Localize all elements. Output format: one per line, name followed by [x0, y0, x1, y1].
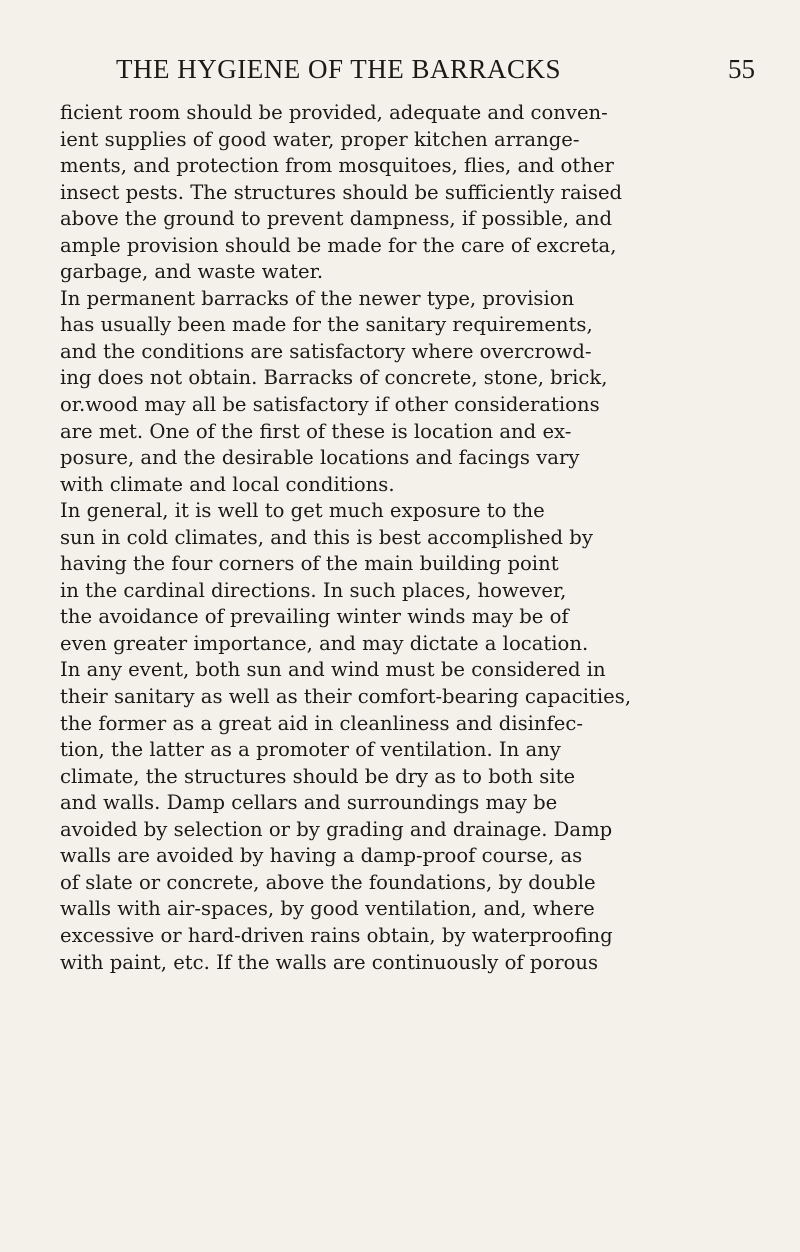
running-title: THE HYGIENE OF THE BARRACKS	[116, 54, 562, 84]
text-line: or.wood may all be satisfactory if other considerations	[60, 393, 600, 417]
text-line: climate, the structures should be dry as to both site	[60, 764, 576, 788]
text-line: are met. One of the first of these is location and ex-	[60, 419, 572, 443]
text-line: above the ground to prevent dampness, if possible, and	[60, 207, 613, 231]
text-line: with climate and local conditions.	[60, 472, 395, 496]
text-line: the avoidance of prevailing winter winds may be of	[60, 605, 569, 629]
text-line: walls are avoided by having a damp-proof course, as	[60, 844, 583, 868]
text-line: having the four corners of the main building point	[60, 552, 559, 576]
text-line: and the conditions are satisfactory where overcrowd-	[60, 339, 592, 363]
text-line: the former as a great aid in cleanliness and disinfec-	[60, 711, 583, 735]
text-line: ample provision should be made for the care of excreta,	[60, 233, 617, 257]
text-line: walls with air-spaces, by good ventilation, and, where	[60, 897, 595, 921]
text-line: sun in cold climates, and this is best accomplished by	[60, 525, 593, 549]
body-text	[60, 100, 740, 976]
text-line: insect pests. The structures should be sufficiently raised	[60, 180, 623, 204]
text-line: ments, and protection from mosquitoes, flies, and other	[60, 154, 614, 178]
text-line: In permanent barracks of the newer type, provision	[60, 286, 575, 310]
text-line: In general, it is well to get much exposure to the	[60, 499, 545, 523]
text-line: and walls. Damp cellars and surroundings may be	[60, 791, 558, 815]
page-number: 55	[728, 54, 755, 84]
text-line: ient supplies of good water, proper kitchen arrange-	[60, 127, 580, 151]
running-head	[60, 54, 760, 94]
text-line: In any event, both sun and wind must be considered in	[60, 658, 606, 682]
text-line: with paint, etc. If the walls are continuously of porous	[60, 950, 599, 974]
text-line: in the cardinal directions. In such places, however,	[60, 578, 567, 602]
text-line: even greater importance, and may dictate a location.	[60, 631, 589, 655]
text-line: ficient room should be provided, adequate and conven-	[60, 101, 608, 124]
text-line: has usually been made for the sanitary requirements,	[60, 313, 593, 337]
text-line: of slate or concrete, above the foundations, by double	[60, 870, 596, 894]
text-line: garbage, and waste water.	[60, 260, 324, 284]
text-line: excessive or hard-driven rains obtain, by waterproofing	[60, 923, 613, 947]
text-line: tion, the latter as a promoter of ventilation. In any	[60, 738, 561, 762]
text-line: ing does not obtain. Barracks of concrete, stone, brick,	[60, 366, 608, 390]
text-line: avoided by selection or by grading and drainage. Damp	[60, 817, 613, 841]
text-line: their sanitary as well as their comfort-bearing capacities,	[60, 685, 632, 709]
text-line: posure, and the desirable locations and facings vary	[60, 446, 580, 470]
